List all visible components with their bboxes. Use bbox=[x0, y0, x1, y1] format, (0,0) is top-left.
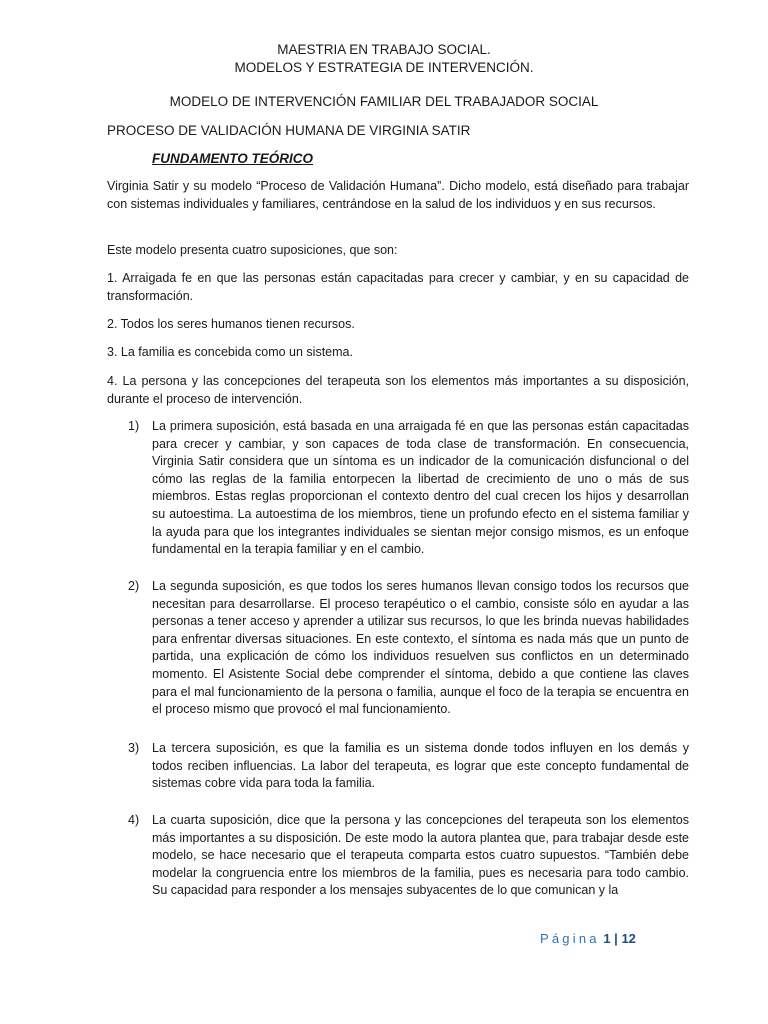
document-title: MODELO DE INTERVENCIÓN FAMILIAR DEL TRABAJADOR SOCIAL bbox=[169, 94, 599, 109]
header-line-1: MAESTRIA EN TRABAJO SOCIAL. bbox=[277, 42, 491, 57]
list-item-text: La segunda suposición, es que todos los seres humanos llevan consigo todos los recursos que necesitan para desarrollarse. El proceso terapéutico o el cambio, consiste sólo en ayudar a las personas a tener acceso y aprender a utilizar sus recursos, lo que les brinda nuevas habilidades para enfrentar diversas situaciones. En este contexto, el síntoma es nada más que un punto de partida, una explicación de cómo los individuos resuelven sus conflictos en un determinado momento. El Asistente Social debe comprender el síntoma, debido a que contiene las claves para el mal funcionamiento de la persona o familia, aunque el foco de la terapia se encuentra en el proceso mismo que provocó el mal funcionamiento. bbox=[152, 579, 689, 717]
list-item-number: 3) bbox=[128, 741, 140, 755]
document-subtitle: PROCESO DE VALIDACIÓN HUMANA DE VIRGINIA SATIR bbox=[107, 123, 471, 138]
list-item bbox=[128, 740, 689, 793]
page-number: 1 bbox=[603, 931, 611, 946]
assumption-3: 3. La familia es concebida como un sistema. bbox=[107, 345, 353, 359]
list-item bbox=[128, 812, 689, 900]
list-item bbox=[128, 418, 689, 559]
list-item-number: 4) bbox=[128, 813, 140, 827]
intro-paragraph: Virginia Satir y su modelo “Proceso de Validación Humana”. Dicho modelo, está diseñado para trabajar con sistemas individuales y familiares, centrándose en la salud de los individuos y en sus recursos. bbox=[107, 179, 689, 211]
page-footer bbox=[540, 931, 636, 946]
section-heading: FUNDAMENTO TEÓRICO bbox=[152, 151, 313, 166]
list-item-text: La cuarta suposición, dice que la persona y las concepciones del terapeuta son los elementos más importantes a su disposición. De este modo la autora plantea que, para trabajar desde este modelo, se hace necesario que el terapeuta comparta estos cuatro supuestos. “También debe modelar la congruencia entre los miembros de la familia, pues es necesaria para todo cambio. Su capacidad para responder a los mensajes subyacentes de lo que comunican y la bbox=[152, 813, 689, 898]
list-item-number: 2) bbox=[128, 579, 140, 593]
page-separator: | bbox=[614, 931, 618, 946]
assumption-4: 4. La persona y las concepciones del terapeuta son los elementos más importantes a su disposición, durante el proceso de intervención. bbox=[107, 374, 689, 406]
lead-paragraph: Este modelo presenta cuatro suposiciones, que son: bbox=[107, 243, 398, 257]
assumption-2: 2. Todos los seres humanos tienen recursos. bbox=[107, 317, 355, 331]
list-item-number: 1) bbox=[128, 419, 140, 433]
assumption-1: 1. Arraigada fe en que las personas están capacitadas para crecer y cambiar, y en su capacidad de transformación. bbox=[107, 271, 689, 303]
list-item bbox=[128, 578, 689, 719]
page-label: Página bbox=[540, 931, 600, 946]
header-line-2: MODELOS Y ESTRATEGIA DE INTERVENCIÓN. bbox=[234, 60, 534, 75]
list-item-text: La primera suposición, está basada en una arraigada fé en que las personas están capacitadas para crecer y cambiar, y son capaces de toda clase de transformación. En consecuencia, Virginia Satir considera que un síntoma es un indicador de la comunicación disfuncional o del cómo las reglas de la familia entorpecen la libertad de crecimiento de uno o más de sus miembros. Estas reglas proporcionan el contexto dentro del cual crecen los hijos y desarrollan su autoestima. La autoestima de los miembros, tiene un profundo efecto en el sistema familiar y la ayuda para que los integrantes individuales se sientan mejor consigo mismos, es un enfoque fundamental en la terapia familiar y en el cambio. bbox=[152, 419, 689, 557]
page-total: 12 bbox=[621, 931, 636, 946]
list-item-text: La tercera suposición, es que la familia es un sistema donde todos influyen en los demás y todos reciben influencias. La labor del terapeuta, es lograr que este concepto fundamental de sistemas cobre vida para toda la familia. bbox=[152, 741, 689, 791]
